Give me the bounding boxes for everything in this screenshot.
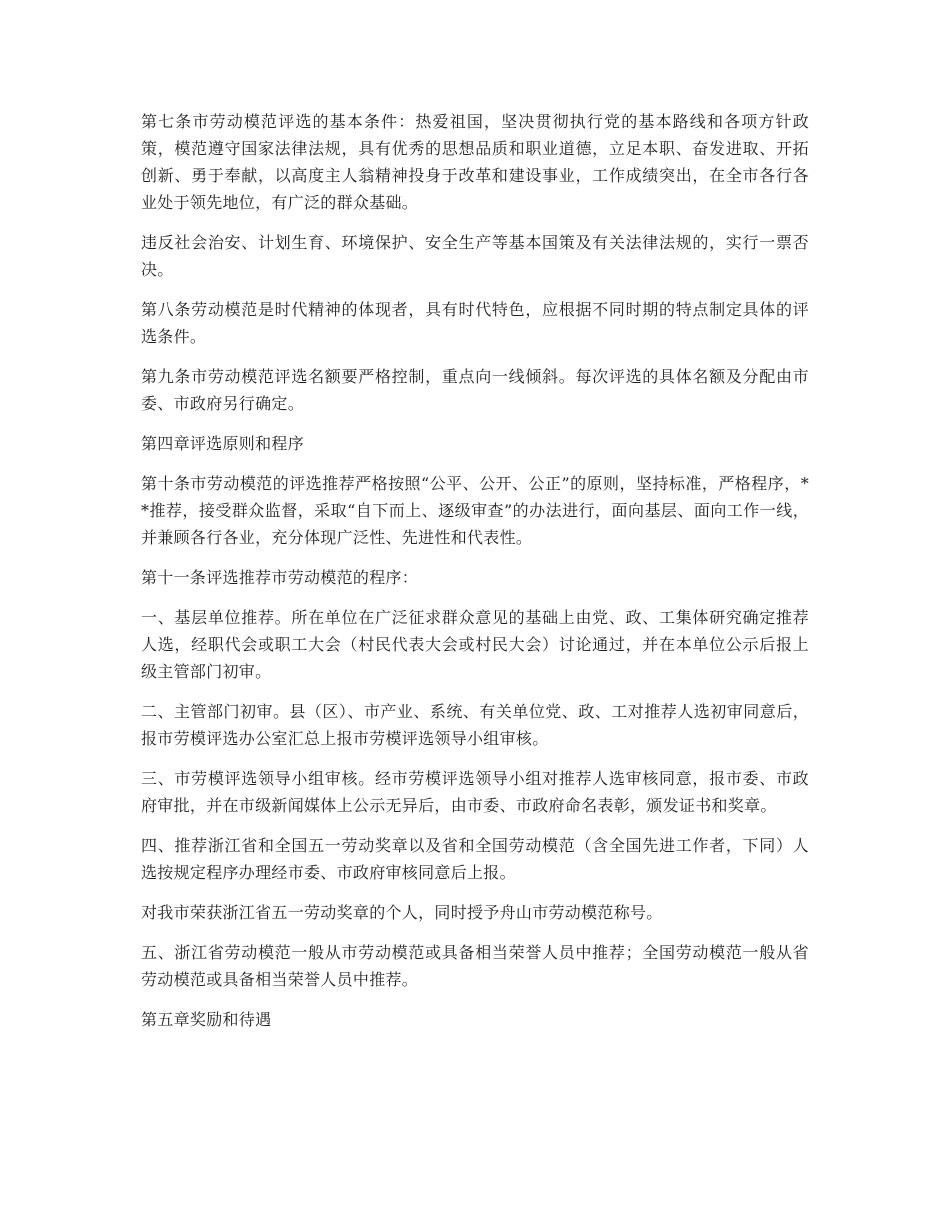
paragraph-article-10: 第十条市劳动模范的评选推荐严格按照“公平、公开、公正”的原则，坚持标准，严格程序，**推荐，接受群众监督，采取“自下而上、逐级审查”的办法进行，面向基层、面向工作一线，并兼顾各行各业，充分体现广泛性、先进性和代表性。 xyxy=(141,474,809,547)
paragraph-article-11: 第十一条评选推荐市劳动模范的程序： xyxy=(141,568,419,587)
paragraph-article-7: 第七条市劳动模范评选的基本条件：热爱祖国，坚决贯彻执行党的基本路线和各项方针政策，模范遵守国家法律法规，具有优秀的思想品质和职业道德，立足本职、奋发进取、开拓创新、勇于奉献，以高度主人翁精神投身于改革和建设事业，工作成绩突出，在全市各行各业处于领先地位，有广泛的群众基础。 xyxy=(141,112,809,212)
paragraph-step-3: 三、市劳模评选领导小组审核。经市劳模评选领导小组对推荐人选审核同意，报市委、市政府审批，并在市级新闻媒体上公示无异后，由市委、市政府命名表彰，颁发证书和奖章。 xyxy=(141,769,809,815)
paragraph-article-9: 第九条市劳动模范评选名额要严格控制，重点向一线倾斜。每次评选的具体名额及分配由市委、市政府另行确定。 xyxy=(141,367,809,413)
paragraph-veto-rule: 违反社会治安、计划生育、环境保护、安全生产等基本国策及有关法律法规的，实行一票否决。 xyxy=(141,233,809,279)
chapter-5-heading: 第五章奖励和待遇 xyxy=(141,1010,272,1029)
paragraph-provincial-award: 对我市荣获浙江省五一劳动奖章的个人，同时授予舟山市劳动模范称号。 xyxy=(141,903,663,922)
paragraph-article-8: 第八条劳动模范是时代精神的体现者，具有时代特色，应根据不同时期的特点制定具体的评选条件。 xyxy=(141,300,809,346)
chapter-4-heading: 第四章评选原则和程序 xyxy=(141,434,305,453)
paragraph-step-2: 二、主管部门初审。县（区）、市产业、系统、有关单位党、政、工对推荐人选初审同意后，报市劳模评选办公室汇总上报市劳模评选领导小组审核。 xyxy=(141,702,809,748)
paragraph-step-1: 一、基层单位推荐。所在单位在广泛征求群众意见的基础上由党、政、工集体研究确定推荐人选，经职代会或职工大会（村民代表大会或村民大会）讨论通过，并在本单位公示后报上级主管部门初审。 xyxy=(141,608,809,681)
paragraph-step-4: 四、推荐浙江省和全国五一劳动奖章以及省和全国劳动模范（含全国先进工作者，下同）人选按规定程序办理经市委、市政府审核同意后上报。 xyxy=(141,836,809,882)
paragraph-step-5: 五、浙江省劳动模范一般从市劳动模范或具备相当荣誉人员中推荐；全国劳动模范一般从省劳动模范或具备相当荣誉人员中推荐。 xyxy=(141,943,809,989)
document-body xyxy=(141,108,809,1046)
